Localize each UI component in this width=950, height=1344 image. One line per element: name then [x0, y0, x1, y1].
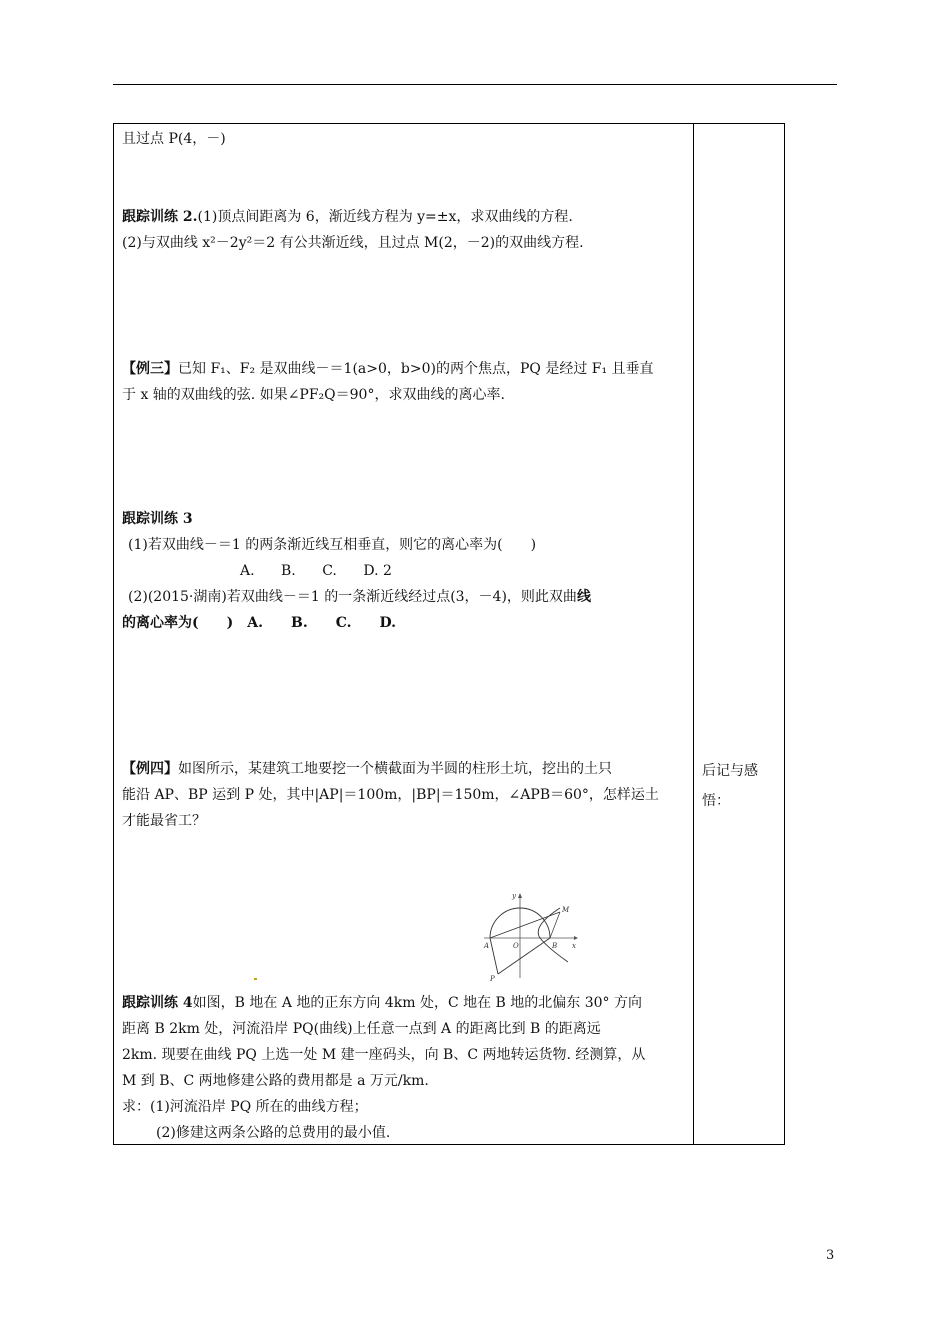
notes-heading-line-1: 后记与感: [702, 763, 758, 779]
example-3-line-2: 于 x 轴的双曲线的弦. 如果∠PF₂Q＝90°，求双曲线的离心率.: [122, 387, 505, 403]
example-4-line-3: 才能最省工？: [122, 813, 206, 829]
example-3-line-1: 已知 F₁、F₂ 是双曲线－＝1(a>0，b>0)的两个焦点，PQ 是经过 F₁ 且垂直: [178, 361, 654, 377]
example-4-label: 【例四】: [122, 761, 178, 777]
practice-2-q1: (1)顶点间距离为 6，渐近线方程为 y=±x，求双曲线的方程.: [197, 209, 573, 225]
practice-4-line-4: M 到 B、C 两地修建公路的费用都是 a 万元/km.: [122, 1073, 429, 1089]
text-line: 且过点 P(4，－): [122, 131, 226, 147]
page-number: 3: [826, 1248, 835, 1263]
notes-heading-line-2: 悟：: [702, 793, 730, 809]
label-m: M: [562, 906, 570, 914]
practice-4-line-6: (2)修建这两条公路的总费用的最小值.: [156, 1125, 391, 1141]
label-x: x: [572, 942, 576, 950]
practice-4: [122, 990, 688, 1146]
label-a: A: [484, 942, 490, 950]
example-4: [122, 756, 688, 834]
practice-3-options: [122, 558, 688, 584]
header-rule: [113, 84, 837, 85]
main-column: [122, 124, 688, 1144]
practice-4-line-1: 如图，B 地在 A 地的正东方向 4km 处，C 地在 B 地的北偏东 30° 方向: [192, 995, 643, 1011]
practice-3-q2-line-2: 的离心率为( ) A. B. C. D.: [122, 615, 396, 631]
practice-3-q2-tail: 线: [576, 589, 591, 605]
practice-3-q1: (1)若双曲线－＝1 的两条渐近线互相垂直，则它的离心率为( ): [128, 537, 537, 553]
example-3: [122, 356, 688, 408]
hyperbola-figure: [482, 886, 582, 982]
option-b: B.: [281, 563, 296, 579]
practice-3-q2: (2)(2015·湖南)若双曲线－＝1 的一条渐近线经过点(3，－4)，则此双曲: [128, 589, 577, 605]
practice-4-line-3: 2km. 现要在曲线 PQ 上选一处 M 建一座码头，向 B、C 两地转运货物. 经测算，从: [122, 1047, 646, 1063]
option-c: C.: [322, 563, 337, 579]
option-a: A.: [240, 563, 255, 579]
practice-2-label: 跟踪训练 2.: [122, 209, 198, 225]
label-p: P: [490, 975, 495, 982]
practice-4-label: 跟踪训练 4: [122, 995, 193, 1011]
example-4-line-2: 能沿 AP、BP 运到 P 处，其中|AP|＝100m，|BP|＝150m，∠APB＝60°，怎样运土: [122, 787, 659, 803]
practice-3: [122, 506, 688, 636]
practice-3-label: 跟踪训练 3: [122, 511, 193, 527]
practice-2: [122, 204, 688, 256]
label-b: B: [552, 942, 558, 950]
label-y: y: [512, 892, 516, 900]
worksheet-table: [113, 123, 785, 1145]
stray-mark: [254, 978, 257, 980]
practice-4-line-2: 距离 B 2km 处，河流沿岸 PQ(曲线)上任意一点到 A 的距离比到 B 的距离远: [122, 1021, 601, 1037]
practice-4-line-5: 求：(1)河流沿岸 PQ 所在的曲线方程；: [122, 1099, 368, 1115]
example-3-label: 【例三】: [122, 361, 178, 377]
example-4-line-1: 如图所示，某建筑工地要挖一个横截面为半圆的柱形土坑，挖出的土只: [178, 761, 612, 777]
notes-column: [702, 756, 782, 816]
practice-2-q2: (2)与双曲线 x²－2y²＝2 有公共渐近线，且过点 M(2，－2)的双曲线方程.: [122, 235, 584, 251]
column-divider: [693, 124, 694, 1144]
label-o: O: [513, 942, 519, 950]
option-d: D. 2: [363, 563, 392, 579]
